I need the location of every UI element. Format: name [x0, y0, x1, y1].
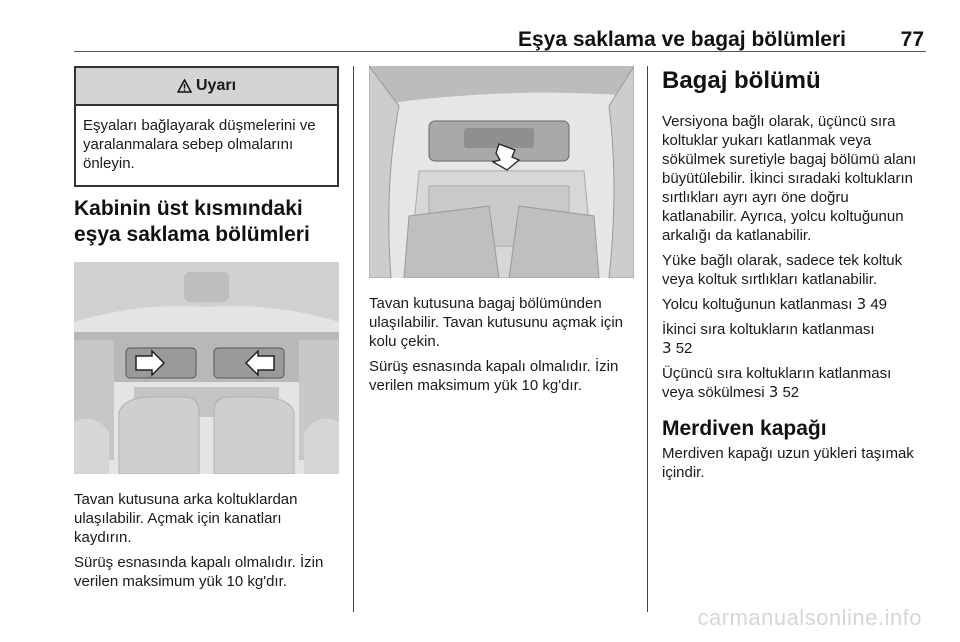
reference-page: 49 [870, 296, 887, 313]
page-ref-icon: 3 [856, 295, 867, 313]
warning-header [76, 68, 337, 106]
reference-page: 52 [782, 384, 800, 401]
page-ref-icon: 3 [662, 339, 672, 357]
header-rule [74, 51, 926, 52]
cross-reference[interactable] [662, 320, 927, 358]
column-right [662, 66, 927, 482]
page-ref-icon: 3 [768, 383, 779, 401]
section-heading: Bagaj bölümü [662, 67, 821, 94]
paragraph: Yüke bağlı olarak, sadece tek koltuk veya koltuk sırtlıkları katlanabilir. [662, 252, 903, 288]
column-divider [647, 66, 648, 612]
column-left [74, 66, 339, 591]
paragraph: Sürüş esnasında kapalı olmalıdır. İzin verilen maksimum yük 10 kg'dır. [369, 358, 619, 394]
warning-text: Eşyaları bağlayarak düşmelerini ve yaralanmalara sebep olmalarını önleyin. [83, 117, 316, 172]
column-middle [369, 66, 634, 395]
cross-reference[interactable] [662, 364, 927, 402]
section-heading: Kabinin üst kısmındaki eşya saklama bölümleri [74, 197, 310, 246]
page-number: 77 [900, 28, 924, 51]
column-divider [353, 66, 354, 612]
warning-triangle-icon [177, 79, 192, 93]
page-header-title: Eşya saklama ve bagaj bölümleri [517, 28, 846, 51]
paragraph: Versiyona bağlı olarak, üçüncü sıra koltuklar yukarı katlanmak veya sökülmek suretiyle bagaj bölümü alanı büyütülebilir. İkinci sıradaki koltukların sırtlıkları ayrı ayrı öne doğru katlanabilir. Ayrıca, yolcu koltuğunun arkalığı da katlanabilir. [662, 113, 917, 244]
overhead-storage-figure [74, 262, 339, 474]
reference-page: 52 [675, 340, 693, 357]
reference-text: İkinci sıra koltukların katlanması [662, 321, 875, 338]
warning-box [74, 66, 339, 187]
subsection-heading: Merdiven kapağı [662, 417, 827, 440]
paragraph: Merdiven kapağı uzun yükleri taşımak içindir. [662, 445, 914, 481]
cargo-roof-box-figure [369, 66, 634, 278]
paragraph: Sürüş esnasında kapalı olmalıdır. İzin verilen maksimum yük 10 kg'dır. [74, 554, 324, 590]
reference-text: Üçüncü sıra koltukların katlanması veya sökülmesi [662, 365, 892, 401]
paragraph: Tavan kutusuna arka koltuklardan ulaşılabilir. Açmak için kanatları kaydırın. [74, 491, 298, 546]
warning-label: Uyarı [195, 77, 237, 94]
watermark: carmanualsonline.info [697, 605, 922, 630]
paragraph: Tavan kutusuna bagaj bölümünden ulaşılabilir. Tavan kutusunu açmak için kolu çekin. [369, 295, 624, 350]
cross-reference[interactable] [662, 295, 927, 314]
reference-text: Yolcu koltuğunun katlanması [662, 296, 853, 313]
